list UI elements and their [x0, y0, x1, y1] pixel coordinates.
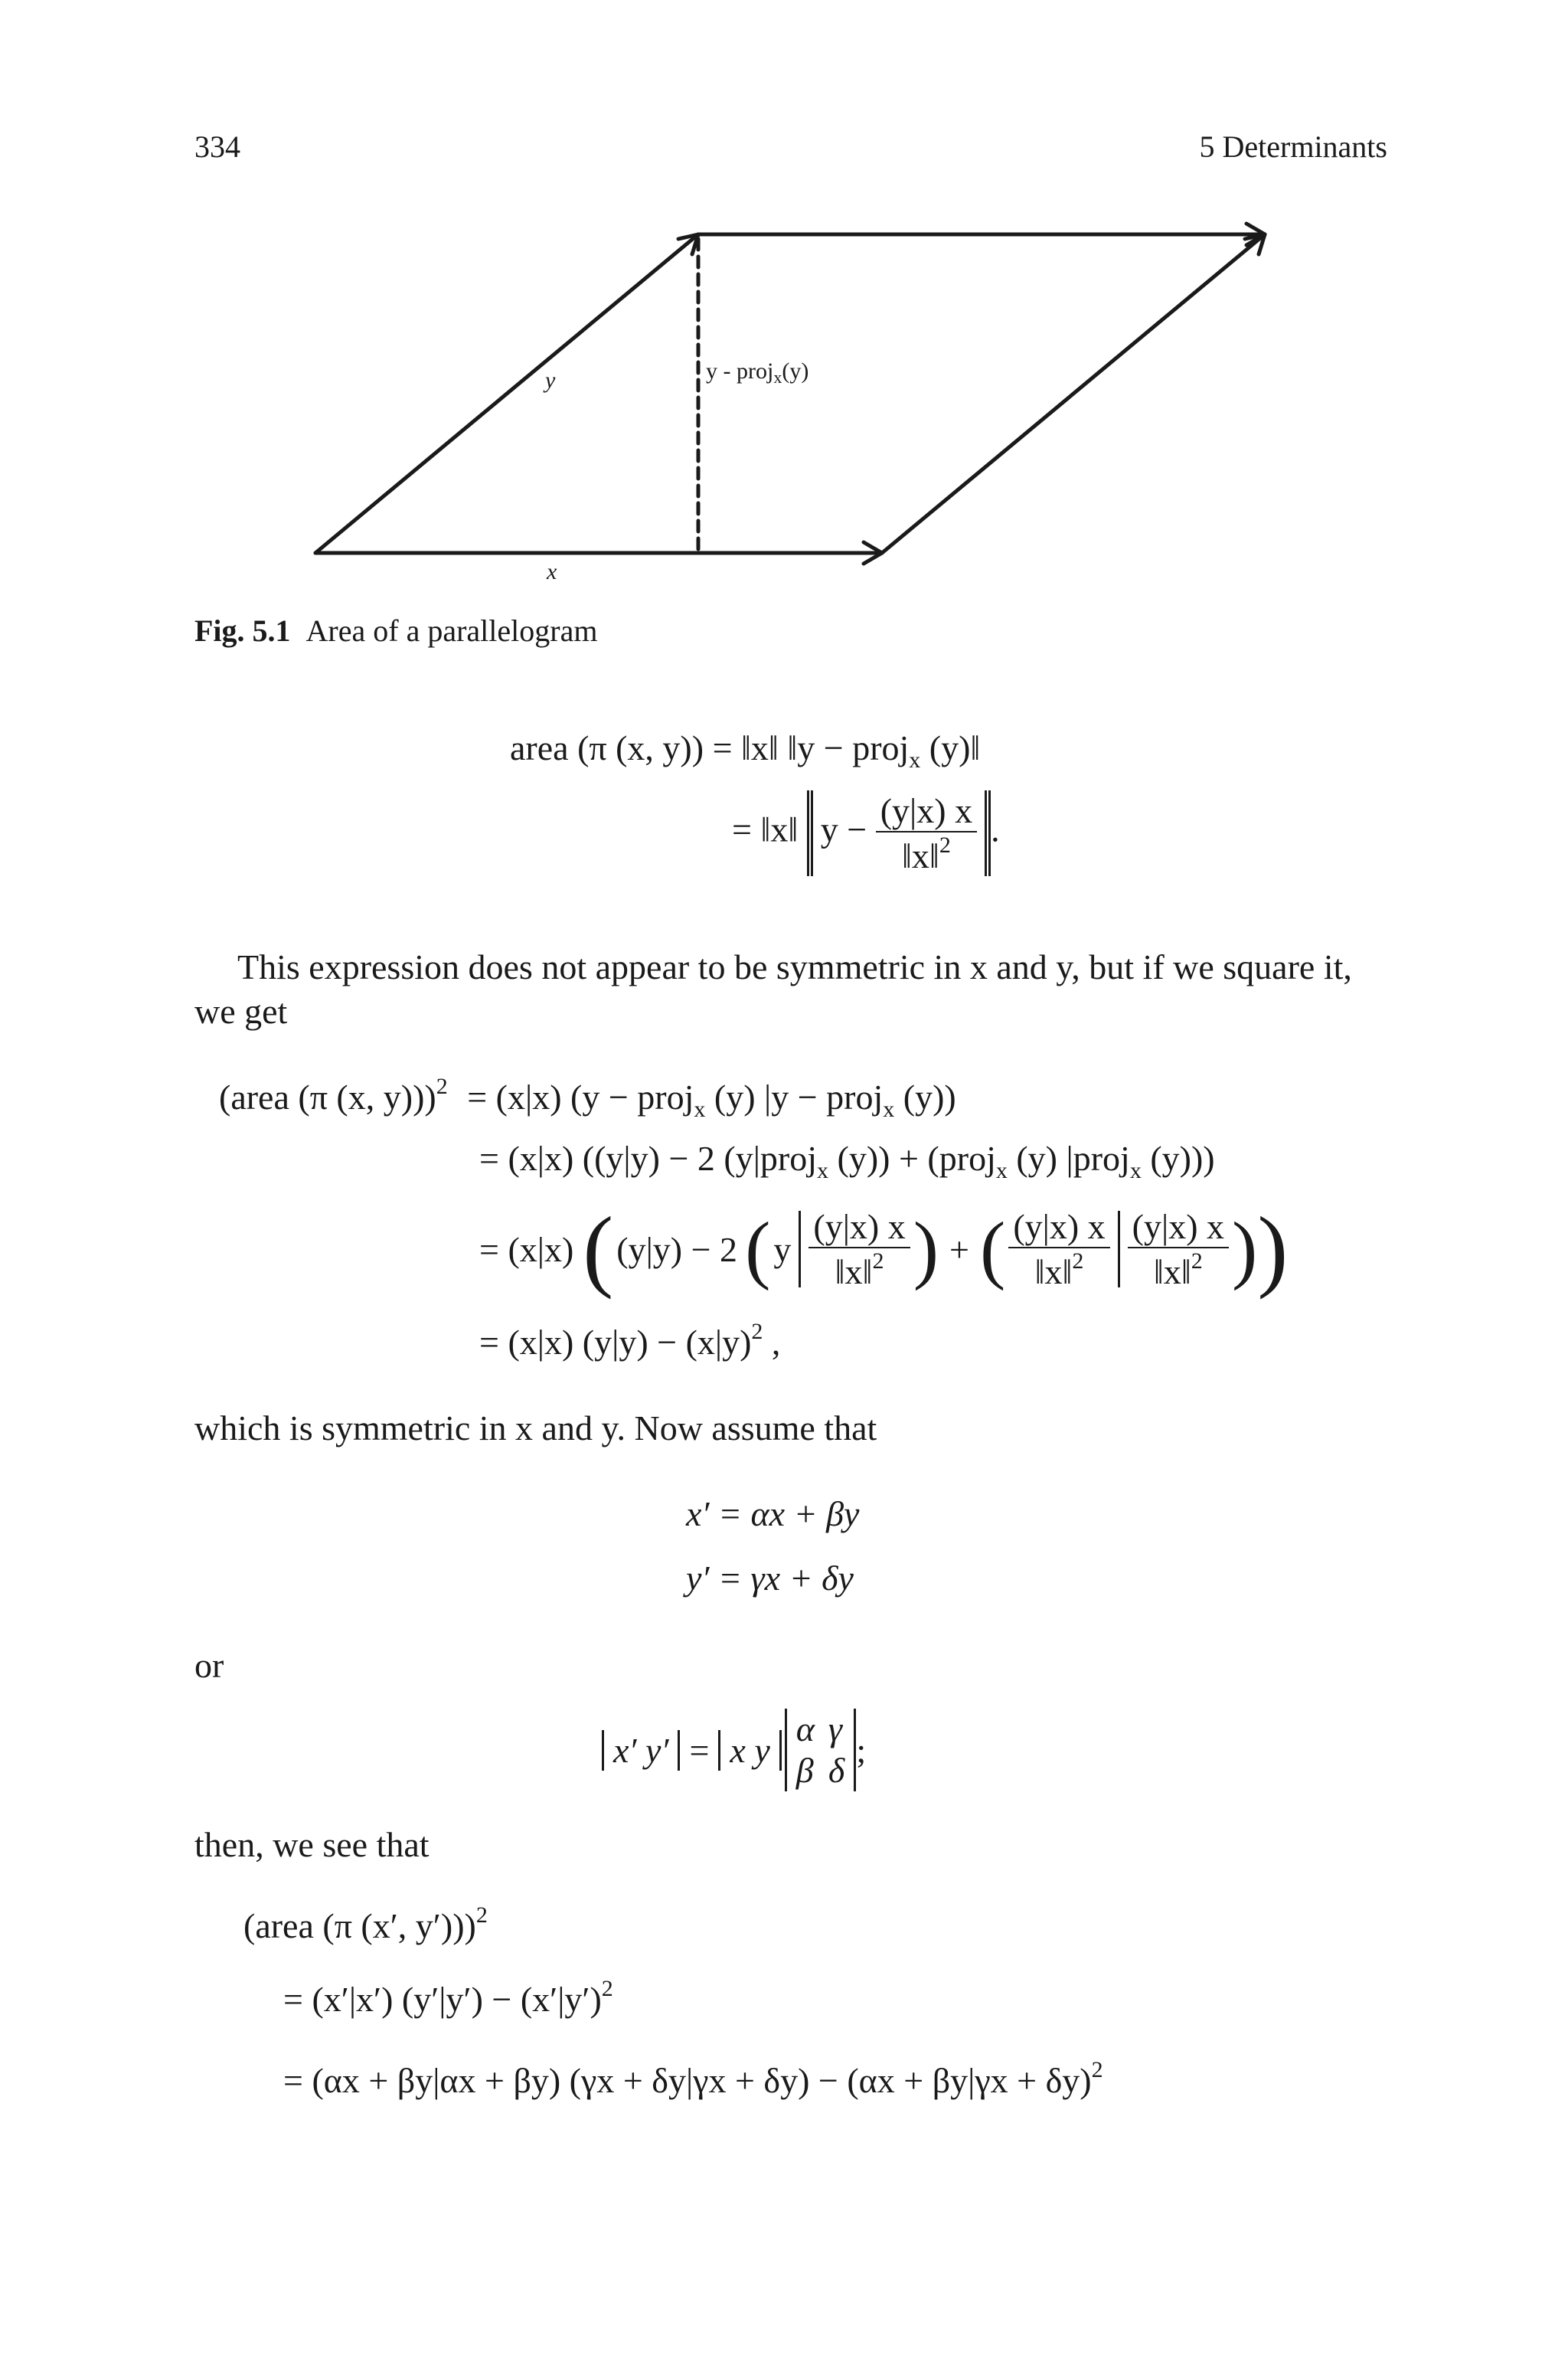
vector-y-right [882, 234, 1265, 553]
fraction-projection: $\frac{(y|x) x}{‖x‖^2}$ [876, 790, 977, 876]
row-vector: x y [718, 1730, 781, 1771]
equation-final-line-3: = (αx + βy|αx + βy) $(\gamma x + \delta y|\gamma x + \delta y) - (\alpha x + \beta y|\gamma x + \delta y)^2$ [283, 2057, 1103, 2100]
figure-label-y: y [545, 368, 556, 393]
equation-final-line-2: = (x′|x′) $(y'|y') - (x'|y')^2$ [283, 1976, 613, 2019]
chapter-title: 5 Determinants [1199, 129, 1387, 164]
figure-caption [194, 613, 597, 649]
fraction-b: $\frac{(y|x) x}{‖x‖^2}$ [1008, 1206, 1109, 1292]
figure-caption-label: Fig. 5.1 [194, 613, 291, 648]
equation-squared-line-4: = (x|x) $(y|y) - (x|y)^2$ , [479, 1319, 781, 1362]
fraction-a: $\frac{(y|x) x}{‖x‖^2}$ [808, 1206, 910, 1292]
fraction-c: $\frac{(y|x) x}{‖x‖^2}$ [1128, 1206, 1229, 1292]
page-number: 334 [194, 129, 240, 164]
equation-y-prime: y′ = γx + δy [686, 1559, 854, 1598]
equation-area-line-2: = ‖x‖ y − $\frac{(y|x) x}{‖x‖^2}$ . [732, 791, 1000, 875]
coefficient-matrix: α γ β δ [785, 1709, 857, 1791]
equation-squared-line-1: (area (π (x, y)))$^2$ = (x|x) (y − proj$_x$ (y) |y − proj$_x$ (y)) [219, 1074, 956, 1122]
figure-caption-text: Area of a parallelogram [305, 613, 598, 648]
equation-final-line-1: (area (π (x′, y′)))$^2$ [243, 1902, 488, 1945]
figure-label-x: x [547, 559, 557, 584]
paragraph-symmetric: This expression does not appear to be symmetric in x and y, but if we square it, we get [194, 947, 1352, 1031]
equation-x-prime: x′ = αx + βy [686, 1494, 860, 1533]
equation-squared-line-2: = (x|x) ((y|y) − 2 (y|proj$_x$ (y)) + (proj$_x$ (y) |proj$_x$ (y))) [479, 1139, 1215, 1183]
equation-squared-line-3: = (x|x) ( (y|y) − 2 ( y $\frac{(y|x) x}{‖x‖^2}$ ) + ( $\frac{(y|x) x}{‖x‖^2}$ $\frac{(y|x) x}{‖x‖^2}$ ) ) [479, 1198, 1289, 1300]
norm-bars: y − $\frac{(y|x) x}{‖x‖^2}$ [807, 790, 991, 876]
figure-label-projection: y - proj$_x$(y) [706, 358, 809, 387]
equation-matrix: x′ y′ = x y α γ β δ ; [602, 1700, 866, 1800]
paragraph-assume: which is symmetric in x and y. Now assume that [194, 1408, 877, 1447]
equation-area-line-1: area (π (x, y)) = ‖x‖ ‖y − proj$_x$ (y)‖ [510, 728, 981, 773]
paragraph-then: then, we see that [194, 1825, 430, 1864]
parallelogram-figure [0, 0, 1568, 613]
vector-y-left [315, 234, 698, 553]
paragraph-or: or [194, 1646, 224, 1685]
row-vector-prime: x′ y′ [602, 1730, 680, 1771]
